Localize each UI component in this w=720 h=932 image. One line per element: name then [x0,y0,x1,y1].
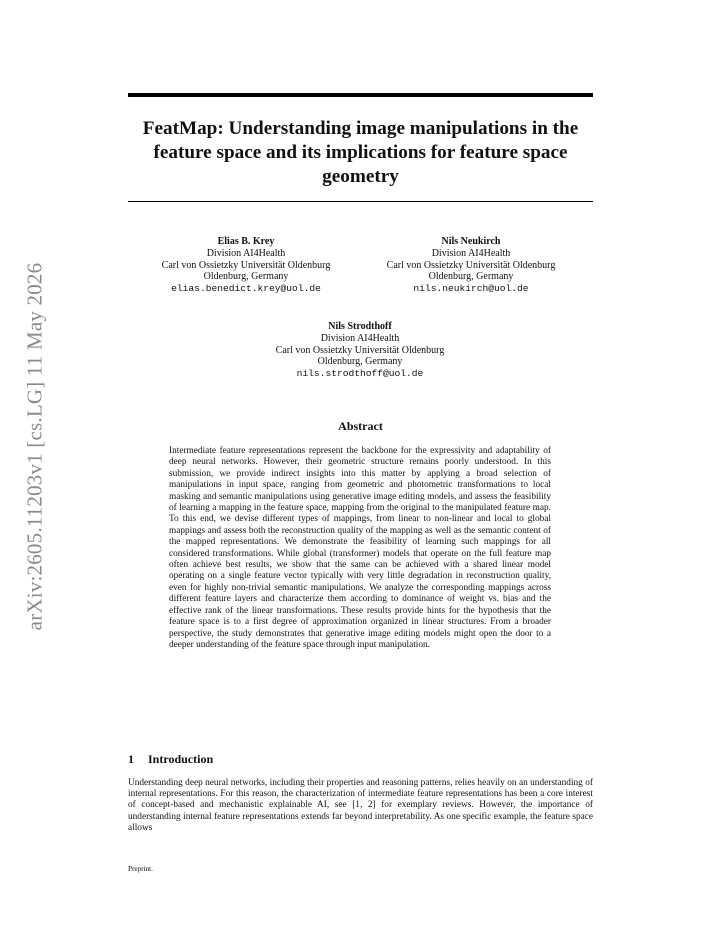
paper-title: FeatMap: Understanding image manipulations in the feature space and its implications for feature space geometry [142,118,579,187]
section-heading-introduction [128,752,593,767]
abstract-text: Intermediate feature representations represent the backbone for the expressivity and adaptability of deep neural networks. However, their geometric structure remains poorly understood. In this submission, we provide indirect insights into this matter by applying a broad selection of manipulations in input space, ranging from geometric and photometric transformations to local masking and semantic manipulations using generative image editing models, and assess the feasibility of learning a mapping in the feature space, mapping from the original to the manipulated feature map. To this end, we devise different types of mappings, from linear to non-linear and local to global mappings and assess both the reconstruction quality of the mapping as well as the semantic content of the mapped representations. We demonstrate the feasibility of learning such mappings for all considered transformations. While global (transformer) models that operate on the full feature map often achieve best results, we show that the same can be achieved with a shared linear model operating on a single feature vector typically with very little degradation in reconstruction quality, even for highly non-trivial semantic manipulations. We analyze the corresponding mappings across different feature layers and characterize them according to dominance of weight vs. bias and the effective rank of the linear transformations. These results provide hints for the hypothesis that the feature space is to a first degree of approximation organized in linear structures. From a broader perspective, the study demonstrates that generative image editing models might open the door to a deeper understanding of the feature space through input manipulation. [169,446,551,650]
author-email[interactable]: nils.strodthoff@uol.de [296,368,424,380]
author-location: Oldenburg, Germany [317,356,403,368]
author-block-2 [368,236,574,295]
author-division: Division AI4Health [431,247,511,259]
author-block-1 [140,236,352,295]
preprint-footer: Preprint. [128,865,153,873]
title-top-rule [128,93,593,97]
author-email[interactable]: nils.neukirch@uol.de [413,283,529,295]
author-email[interactable]: elias.benedict.krey@uol.de [171,283,321,295]
abstract-heading: Abstract [338,419,383,433]
author-location: Oldenburg, Germany [203,271,289,283]
arxiv-identifier-text: arXiv:2605.11203v1 [cs.LG] 11 May 2026 [22,262,47,630]
author-location: Oldenburg, Germany [428,271,514,283]
author-block-3 [250,321,470,380]
section-number: 1 [128,752,134,766]
arxiv-identifier-stamp [15,246,55,646]
author-name: Nils Neukirch [441,236,501,247]
author-name: Nils Strodthoff [328,321,392,332]
author-name: Elias B. Krey [217,236,275,247]
author-university: Carl von Ossietzky Universität Oldenburg [275,344,445,356]
introduction-text: Understanding deep neural networks, including their properties and reasoning patterns, relies heavily on an understanding of internal representations. For this reason, the characterization of intermediate feature representations has been a core interest of concept-based and mechanistic explainable AI, see [1, 2] for exemplary reviews. However, the importance of understanding internal feature representations extends far beyond interpretability. As one specific example, the feature space allows [128,778,593,833]
author-university: Carl von Ossietzky Universität Oldenburg [161,259,331,271]
section-title: Introduction [148,752,214,766]
author-division: Division AI4Health [206,247,286,259]
author-university: Carl von Ossietzky Universität Oldenburg [386,259,556,271]
title-bottom-rule [128,201,593,202]
author-division: Division AI4Health [320,332,400,344]
